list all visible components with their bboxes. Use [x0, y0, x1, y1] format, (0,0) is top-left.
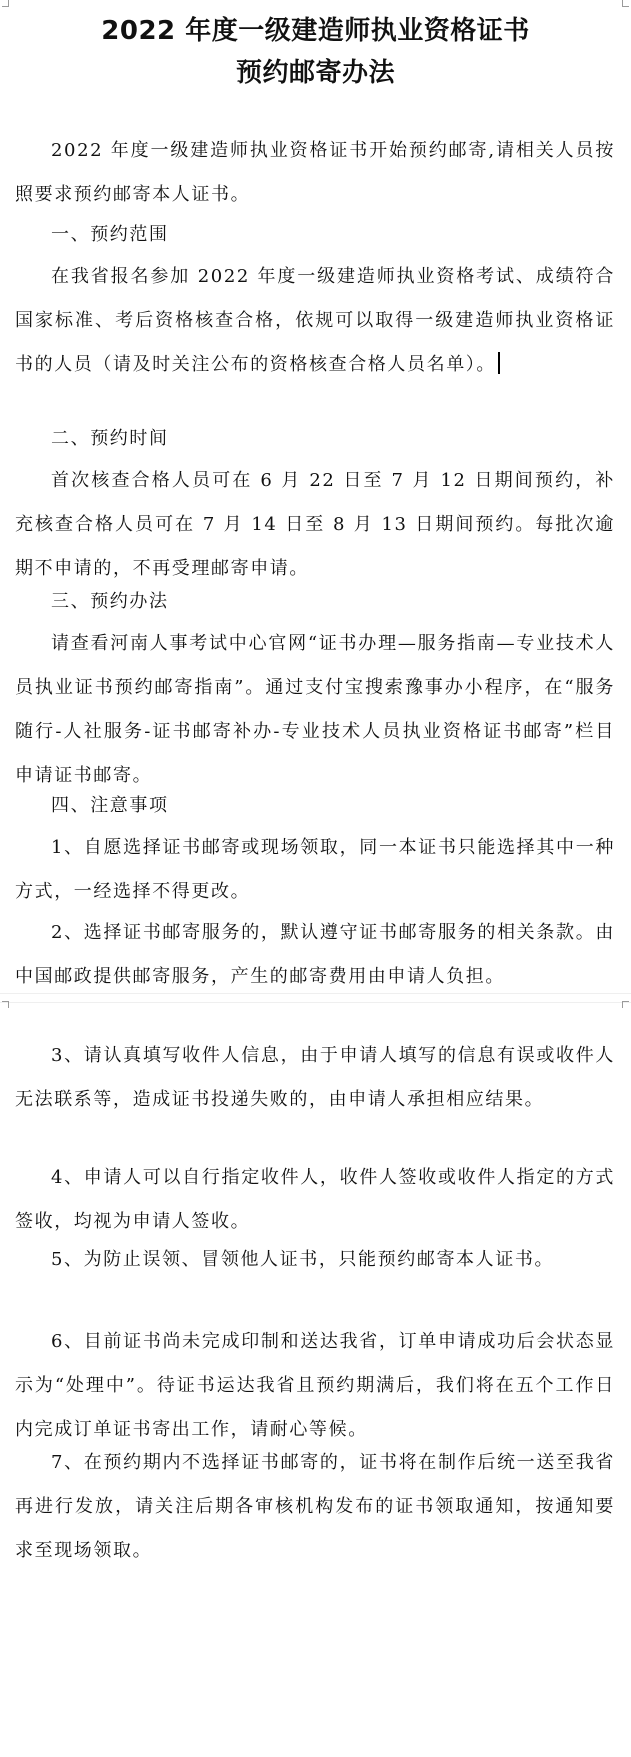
margin-corner-mark	[622, 0, 629, 7]
margin-corner-mark	[622, 1001, 629, 1008]
note-item-3: 3、请认真填写收件人信息，由于申请人填写的信息有误或收件人无法联系等，造成证书投递失败的，由申请人承担相应结果。	[15, 1045, 615, 1110]
time-paragraph: 首次核查合格人员可在 6 月 22 日至 7 月 12 日期间预约，补充核查合格人员可在 7 月 14 日至 8 月 13 日期间预约。每批次逾期不申请的，不再受理邮寄申请。	[15, 470, 615, 579]
margin-corner-mark	[2, 1001, 9, 1008]
note-item-5: 5、为防止误领、冒领他人证书，只能预约邮寄本人证书。	[51, 1249, 555, 1270]
scope-paragraph	[15, 255, 615, 387]
note-item-1: 1、自愿选择证书邮寄或现场领取，同一本证书只能选择其中一种方式，一经选择不得更改。	[15, 837, 615, 902]
document-title-line-1: 2022 年度一级建造师执业资格证书	[101, 16, 530, 46]
section-heading-method: 三、预约办法	[51, 591, 169, 612]
document-title-line-2: 预约邮寄办法	[235, 58, 395, 88]
section-heading-scope: 一、预约范围	[51, 224, 169, 245]
text-cursor	[498, 352, 500, 374]
note-item-4: 4、申请人可以自行指定收件人，收件人签收或收件人指定的方式签收，均视为申请人签收。	[15, 1167, 615, 1232]
section-heading-time: 二、预约时间	[51, 428, 169, 449]
scope-paragraph-text: 在我省报名参加 2022 年度一级建造师执业资格考试、成绩符合国家标准、考后资格核查合格，依规可以取得一级建造师执业资格证书的人员（请及时关注公布的资格核查合格人员名单）。	[15, 266, 615, 375]
margin-corner-mark	[2, 0, 9, 7]
note-item-6: 6、目前证书尚未完成印制和送达我省，订单申请成功后会状态显示为“处理中”。待证书运达我省且预约期满后，我们将在五个工作日内完成订单证书寄出工作，请耐心等候。	[15, 1331, 615, 1440]
section-heading-notes: 四、注意事项	[51, 795, 169, 816]
note-item-2: 2、选择证书邮寄服务的，默认遵守证书邮寄服务的相关条款。由中国邮政提供邮寄服务，产生的邮寄费用由申请人负担。	[15, 922, 615, 987]
note-item-7: 7、在预约期内不选择证书邮寄的，证书将在制作后统一送至我省再进行发放，请关注后期各审核机构发布的证书领取通知，按通知要求至现场领取。	[15, 1452, 615, 1561]
method-paragraph: 请查看河南人事考试中心官网“证书办理—服务指南—专业技术人员执业证书预约邮寄指南”。通过支付宝搜索豫事办小程序，在“服务随行-人社服务-证书邮寄补办-专业技术人员执业资格证书邮寄”栏目申请证书邮寄。	[15, 633, 615, 786]
intro-paragraph: 2022 年度一级建造师执业资格证书开始预约邮寄,请相关人员按照要求预约邮寄本人证书。	[15, 140, 615, 205]
